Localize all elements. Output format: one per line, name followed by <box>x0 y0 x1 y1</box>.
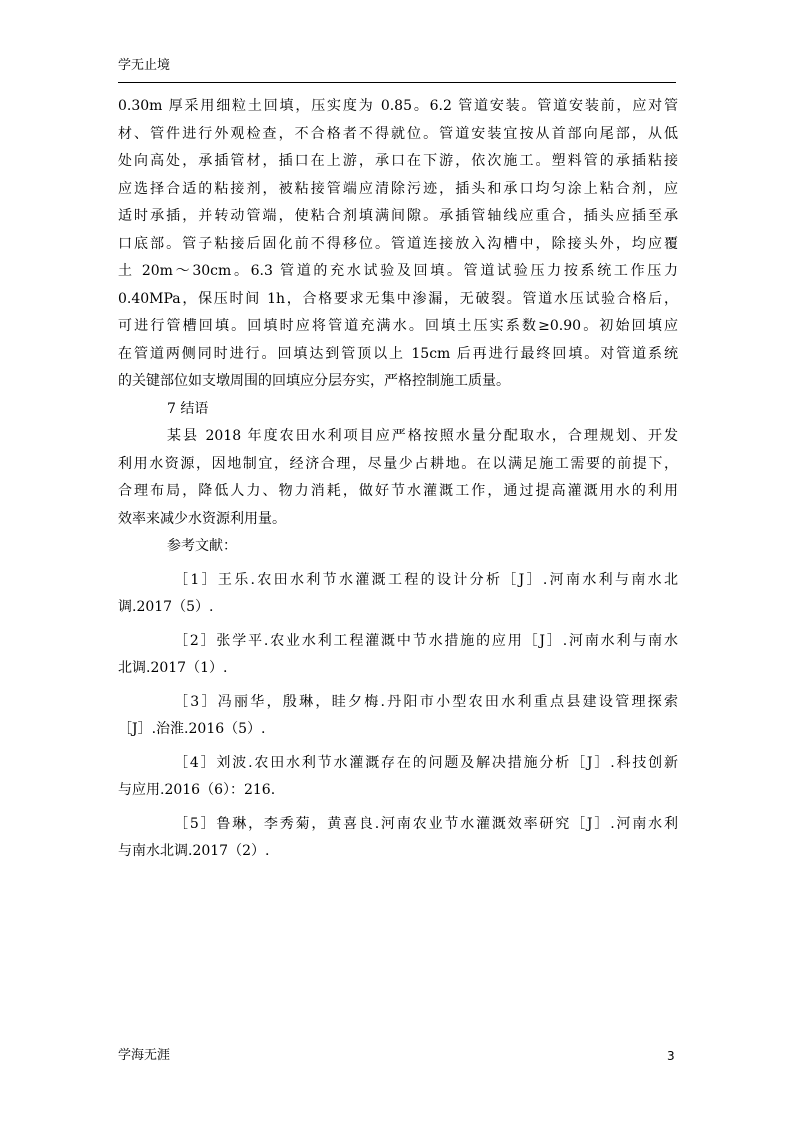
reference-item-continuation: 调.2017（5）. <box>118 599 214 615</box>
body-line: 在管道两侧同时进行。回填达到管顶以上 15cm 后再进行最终回填。对管道系统 <box>118 345 678 362</box>
reference-item-continuation: ［J］.治淮.2016（5）. <box>118 721 266 737</box>
section-line: 某县 2018 年度农田水利项目应严格按照水量分配取水，合理规划、开发 <box>167 428 678 444</box>
page-header: 学无止境 <box>118 58 171 73</box>
body-line: 土 20m～30cm。6.3 管道的充水试验及回填。管道试验压力按系统工作压力 <box>118 263 678 279</box>
reference-item: ［3］冯丽华，殷琳，眭夕梅.丹阳市小型农田水利重点县建设管理探索 <box>174 693 678 710</box>
reference-item-continuation: 北调.2017（1）. <box>118 660 228 676</box>
body-line: 处向高处，承插管材，插口在上游，承口在下游，依次施工。塑料管的承插粘接 <box>118 153 678 169</box>
reference-item: ［4］刘波.农田水利节水灌溉存在的问题及解决措施分析［J］.科技创新 <box>174 754 678 771</box>
section-heading: 7 结语 <box>167 400 209 417</box>
page-footer: 学海无涯 <box>118 1048 171 1063</box>
body-line: 口底部。管子粘接后固化前不得移位。管道连接放入沟槽中，除接头外，均应覆 <box>118 235 678 252</box>
body-line: 可进行管槽回填。回填时应将管道充满水。回填土压实系数≥0.90。初始回填应 <box>118 318 678 334</box>
body-line: 0.40MPa，保压时间 1h，合格要求无集中渗漏，无破裂。管道水压试验合格后， <box>118 290 678 307</box>
section-line: 合理布局，降低人力、物力消耗，做好节水灌溉工作，通过提高灌溉用水的利用 <box>118 483 678 499</box>
reference-item: ［5］鲁琳，李秀菊，黄喜良.河南农业节水灌溉效率研究［J］.河南水利 <box>174 815 678 832</box>
body-line: 适时承插，并转动管端，使粘合剂填满间隙。承插管轴线应重合，插头应插至承 <box>118 208 678 224</box>
header-divider <box>118 82 676 83</box>
section-line: 利用水资源，因地制宜，经济合理，尽量少占耕地。在以满足施工需要的前提下， <box>118 455 678 472</box>
reference-item: ［2］张学平.农业水利工程灌溉中节水措施的应用［J］.河南水利与南水 <box>174 632 678 649</box>
document-body <box>118 93 678 866</box>
references-heading: 参考文献： <box>167 538 237 554</box>
body-line: 0.30m 厚采用细粒土回填，压实度为 0.85。6.2 管道安装。管道安装前，应对管 <box>118 98 678 114</box>
body-line: 材、管件进行外观检查，不合格者不得就位。管道安装宜按从首部向尾部，从低 <box>118 125 678 142</box>
page-number: 3 <box>667 1049 675 1063</box>
reference-item-continuation: 与应用.2016（6）：216. <box>118 782 276 798</box>
reference-item: ［1］王乐.农田水利节水灌溉工程的设计分析［J］.河南水利与南水北 <box>174 571 678 588</box>
reference-item-continuation: 与南水北调.2017（2）. <box>118 843 270 859</box>
body-line: 应选择合适的粘接剂，被粘接管端应清除污迹，插头和承口均匀涂上粘合剂，应 <box>118 180 678 197</box>
body-line: 的关键部位如支墩周围的回填应分层夯实，严格控制施工质量。 <box>118 373 510 389</box>
section-line: 效率来减少水资源利用量。 <box>118 510 286 527</box>
